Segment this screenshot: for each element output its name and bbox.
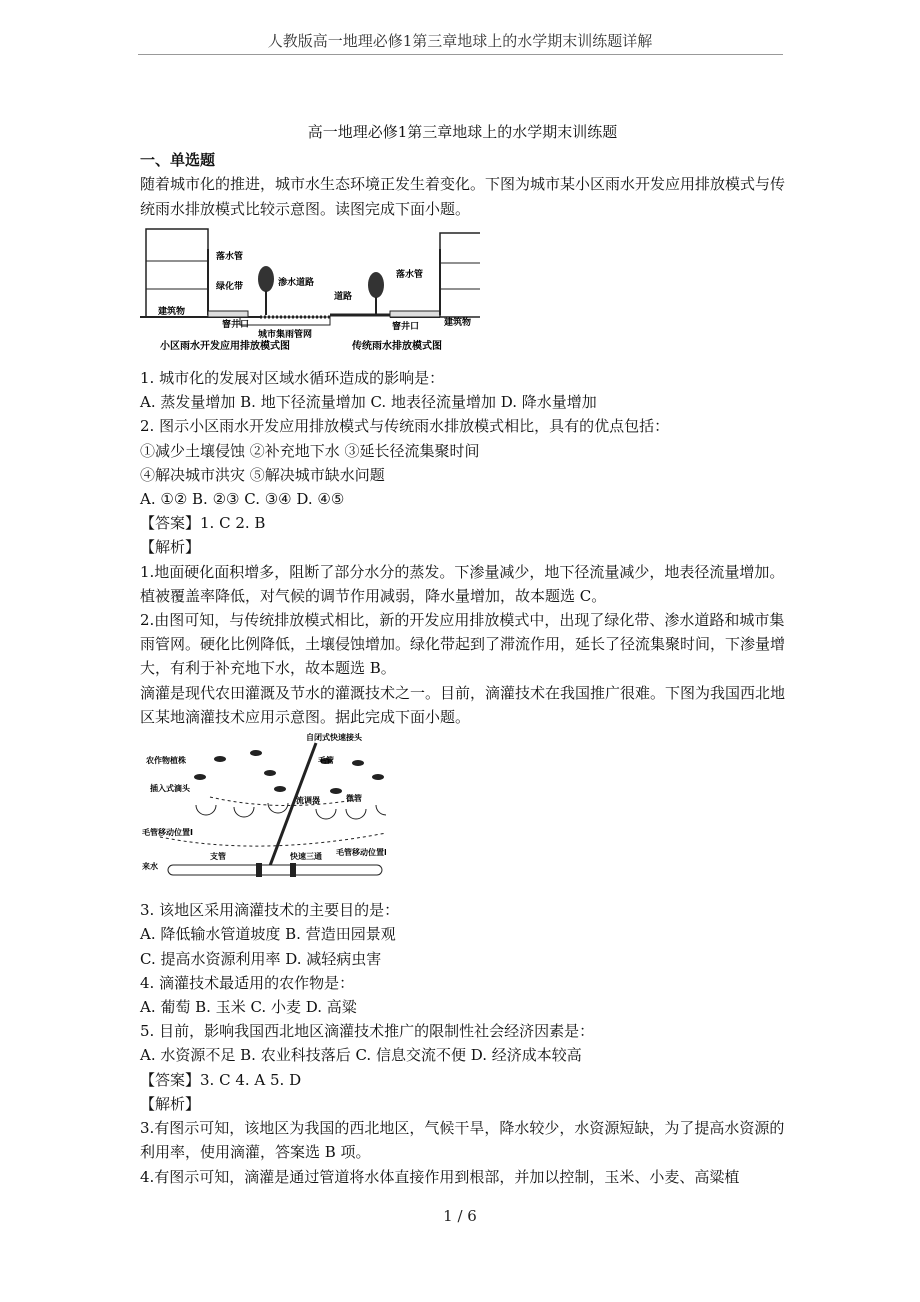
section-heading: 一、单选题 (140, 151, 216, 170)
answer-2: 【答案】3. C 4. A 5. D (140, 1070, 302, 1089)
label-quick-connector: 自闭式快速接头 (306, 733, 362, 743)
label-road: 道路 (334, 291, 353, 302)
question-2-line-1: ①减少土壤侵蚀 ②补充地下水 ③延长径流集聚时间 (140, 441, 480, 460)
running-header: 人教版高一地理必修1第三章地球上的水学期末训练题详解 (267, 32, 653, 50)
header-rule (138, 54, 783, 55)
label-micro-tube: 微管 (346, 794, 362, 804)
question-4-options: A. 葡萄 B. 玉米 C. 小麦 D. 高粱 (140, 998, 357, 1017)
intro-paragraph-2: 滴灌是现代农田灌溉及节水的灌溉技术之一。目前，滴灌技术在我国推广很难。下图为我国西北地区某地滴灌技术应用示意图。据此完成下面小题。 (140, 683, 786, 726)
label-green-belt: 绿化带 (216, 281, 244, 292)
document-body (140, 120, 785, 1189)
page-number: 1 / 6 (443, 1207, 477, 1225)
question-2-options: A. ①② B. ②③ C. ③④ D. ④⑤ (140, 490, 345, 509)
document-title: 高一地理必修1第三章地球上的水学期末训练题 (307, 123, 618, 141)
analysis-3: 3.有图示可知，该地区为我国的西北地区，气候干旱，降水较少，水资源短缺，为了提高水资源的利用率，使用滴灌，答案选 B 项。 (140, 1119, 785, 1162)
label-crop-plant: 农作物植株 (146, 756, 186, 766)
label-building-left: 建筑物 (158, 306, 186, 317)
label-dripper: 插入式滴头 (150, 784, 190, 794)
analysis-4: 4.有图示可知，滴灌是通过管道将水体直接作用到根部，并加以控制，玉米、小麦、高粱植 (140, 1167, 740, 1186)
question-5-options: A. 水资源不足 B. 农业科技落后 C. 信息交流不便 D. 经济成本较高 (140, 1046, 582, 1065)
drip-irrigation-diagram (140, 733, 386, 885)
label-regulator: 流调器 (296, 796, 320, 806)
caption-right: 传统雨水排放模式图 (352, 340, 442, 352)
question-2-line-2: ④解决城市洪灾 ⑤解决城市缺水问题 (140, 465, 385, 484)
question-1-options: A. 蒸发量增加 B. 地下径流量增加 C. 地表径流量增加 D. 降水量增加 (140, 393, 597, 412)
label-building-right: 建筑物 (444, 317, 472, 328)
label-capillary: 毛管 (318, 756, 334, 766)
question-3: 3. 该地区采用滴灌技术的主要目的是： (140, 901, 400, 920)
analysis-1: 1.地面硬化面积增多，阻断了部分水分的蒸发。下渗量减少，地下径流量减少，地表径流量增加。植被覆盖率降低，对气候的调节作用减弱，降水量增加，故本题选 C。 (140, 562, 785, 605)
analysis-heading-1: 【解析】 (140, 538, 201, 557)
rainwater-diagram (140, 225, 480, 353)
label-tee: 快速三通 (290, 852, 322, 862)
label-seepage-road: 渗水道路 (278, 277, 315, 288)
intro-paragraph-1: 随着城市化的推进，城市水生态环境正发生着变化。下图为城市某小区雨水开发应用排放模式与传统雨水排放模式比较示意图。读图完成下面小题。 (140, 175, 786, 218)
label-manhole-left: 窨井口 (222, 319, 250, 330)
label-manhole-right: 窨井口 (392, 321, 420, 332)
label-pipe-network: 城市集雨管网 (258, 329, 313, 340)
label-branch-pipe: 支管 (210, 852, 226, 862)
question-2: 2. 图示小区雨水开发应用排放模式与传统雨水排放模式相比，具有的优点包括： (140, 417, 670, 436)
analysis-heading-2: 【解析】 (140, 1094, 201, 1113)
caption-left: 小区雨水开发应用排放模式图 (160, 340, 290, 352)
label-position-1: 毛管移动位置Ⅰ (142, 828, 193, 838)
label-downpipe-right: 落水管 (396, 269, 424, 280)
analysis-2: 2.由图可知，与传统排放模式相比，新的开发应用排放模式中，出现了绿化带、渗水道路和城市集雨管网。硬化比例降低，土壤侵蚀增加。绿化带起到了滞流作用，延长了径流集聚时间，下渗量增大，有利于补充地下水，故本题选 B。 (140, 611, 786, 678)
question-1: 1. 城市化的发展对区域水循环造成的影响是： (140, 369, 445, 388)
label-position-2: 毛管移动位置Ⅱ (336, 848, 386, 858)
answer-1: 【答案】1. C 2. B (140, 514, 266, 533)
question-3-options-1: A. 降低输水管道坡度 B. 营造田园景观 (140, 925, 396, 944)
label-water-in: 来水 (142, 862, 158, 872)
question-4: 4. 滴灌技术最适用的农作物是： (140, 973, 355, 992)
label-downpipe-left: 落水管 (216, 251, 244, 262)
question-5: 5. 目前，影响我国西北地区滴灌技术推广的限制性社会经济因素是： (140, 1022, 595, 1041)
question-3-options-2: C. 提高水资源利用率 D. 减轻病虫害 (140, 949, 382, 968)
